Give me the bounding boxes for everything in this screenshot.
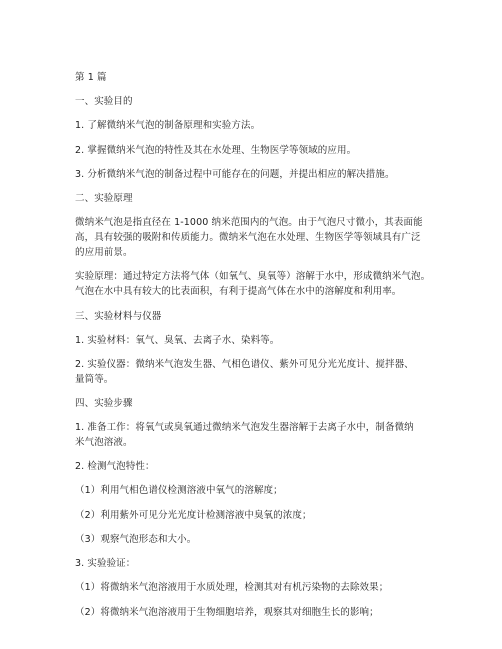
procedure-substep: （2）利用紫外可见分光光度计检测溶液中臭氧的浓度； [75, 510, 312, 521]
procedure-step: 3. 实验验证： [75, 558, 136, 569]
procedure-substep: （2）将微纳米气泡溶液用于生物细胞培养，观察其对细胞生长的影响； [75, 607, 379, 618]
section-heading-principle: 二、实验原理 [75, 193, 133, 204]
purpose-item: 3. 分析微纳米气泡的制备过程中可能存在的问题，并提出相应的解决措施。 [75, 169, 395, 180]
purpose-item: 2. 掌握微纳米气泡的特性及其在水处理、生物医学等领域的应用。 [75, 145, 357, 156]
procedure-substep: （1）将微纳米气泡溶液用于水质处理，检测其对有机污染物的去除效果； [75, 582, 389, 593]
procedure-step: 2. 检测气泡特性： [75, 461, 155, 472]
procedure-step-line: 米气泡溶液。 [75, 437, 133, 448]
instruments-item-line: 量筒等。 [75, 374, 114, 385]
principle-paragraph-line: 微纳米气泡是指直径在 1-1000 纳米范围内的气泡。由于气泡尺寸微小，其表面能 [75, 217, 423, 228]
procedure-substep: （1）利用气相色谱仪检测溶液中氧气的溶解度； [75, 485, 283, 496]
principle-paragraph-line: 的应用前景。 [75, 247, 133, 258]
procedure-substep: （3）观察气泡形态和大小。 [75, 534, 197, 545]
principle-paragraph-line: 气泡在水中具有较大的比表面积，有利于提高气体在水中的溶解度和利用率。 [75, 286, 402, 297]
section-heading-purpose: 一、实验目的 [75, 96, 133, 107]
principle-paragraph-line: 高，具有较强的吸附和传质能力。微纳米气泡在水处理、生物医学等领域具有广泛 [75, 232, 421, 243]
part-title: 第 1 篇 [75, 72, 107, 83]
purpose-item: 1. 了解微纳米气泡的制备原理和实验方法。 [75, 120, 261, 131]
materials-item: 1. 实验材料：氧气、臭氧、去离子水、染料等。 [75, 335, 280, 346]
section-heading-materials: 三、实验材料与仪器 [75, 311, 162, 322]
principle-paragraph-line: 实验原理：通过特定方法将气体（如氧气、臭氧等）溶解于水中，形成微纳米气泡。 [75, 271, 431, 282]
instruments-item-line: 2. 实验仪器：微纳米气泡发生器、气相色谱仪、紫外可见分光光度计、搅拌器、 [75, 359, 414, 370]
procedure-step-line: 1. 准备工作：将氧气或臭氧通过微纳米气泡发生器溶解于去离子水中，制备微纳 [75, 422, 414, 433]
section-heading-procedure: 四、实验步骤 [75, 398, 133, 409]
